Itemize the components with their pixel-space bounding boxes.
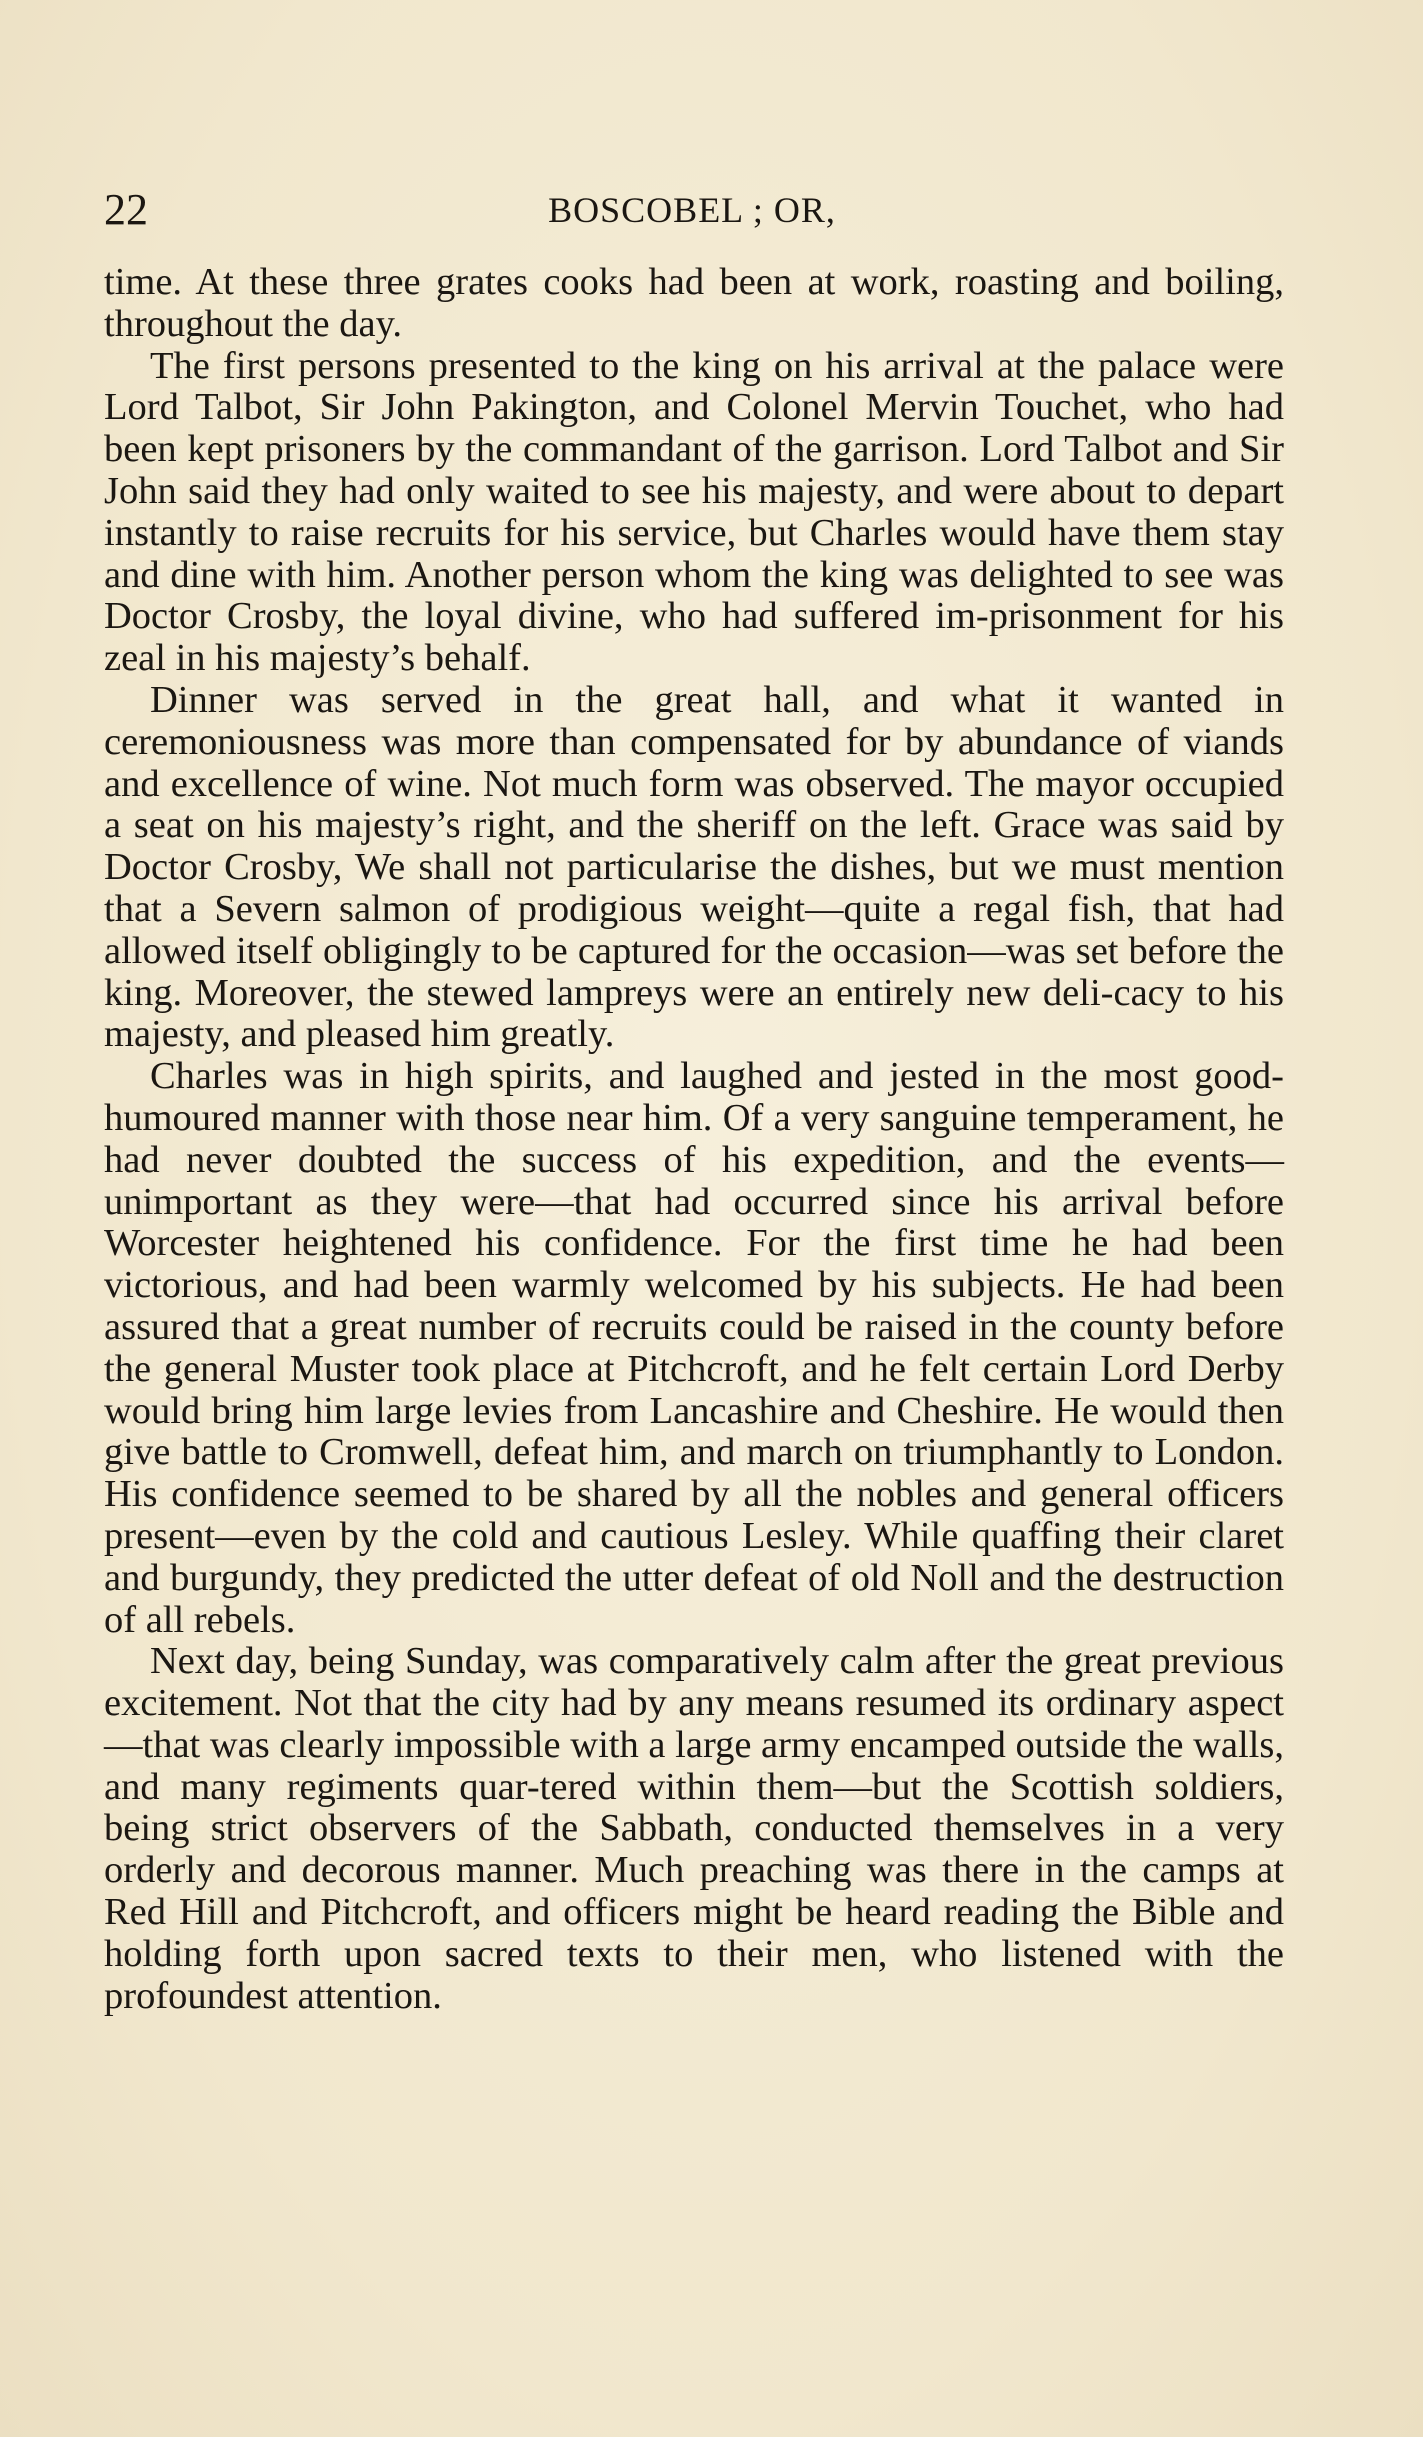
paragraph-3: Dinner was served in the great hall, and what it wanted in ceremoniousness was more than compensated for by abundance of viands and excellence of wine. Not much form was observed. The mayor occupied a seat on his majesty’s right, and the sheriff on the left. Grace was said by Doctor Crosby, We shall not particularise the dishes, but we must mention that a Severn salmon of prodigious weight—quite a regal fish, that had allowed itself obligingly to be captured for the occasion—was set before the king. Moreover, the stewed lampreys were an entirely new deli-cacy to his majesty, and pleased him greatly.: [104, 678, 1284, 1056]
running-title: BOSCOBEL ; OR,: [548, 190, 836, 230]
page-header: [104, 180, 1280, 240]
body-text: [104, 262, 1284, 2017]
paragraph-2: The first persons presented to the king on his arrival at the palace were Lord Talbot, Sir John Pakington, and Colonel Mervin Touchet, who had been kept prisoners by the commandant of the garrison. Lord Talbot and Sir John said they had only waited to see his majesty, and were about to depart instantly to raise recruits for his service, but Charles would have them stay and dine with him. Another person whom the king was delighted to see was Doctor Crosby, the loyal divine, who had suffered im-prisonment for his zeal in his majesty’s behalf.: [104, 344, 1284, 680]
page-number: 22: [104, 185, 148, 234]
paragraph-5: Next day, being Sunday, was comparatively calm after the great previous excitement. Not that the city had by any means resumed its ordinary aspect—that was clearly impossible with a large army encamped outside the walls, and many regiments quar-tered within them—but the Scottish soldiers, being strict observers of the Sabbath, conducted themselves in a very orderly and decorous manner. Much preaching was there in the camps at Red Hill and Pitchcroft, and officers might be heard reading the Bible and holding forth upon sacred texts to their men, who listened with the profoundest attention.: [104, 1640, 1284, 2017]
paragraph-1: time. At these three grates cooks had been at work, roasting and boiling, throughout the day.: [104, 261, 1284, 345]
paragraph-4: Charles was in high spirits, and laughed and jested in the most good-humoured manner with those near him. Of a very sanguine temperament, he had never doubted the success of his expedition, and the events—unimportant as they were—that had occurred since his arrival before Worcester heightened his confidence. For the first time he had been victorious, and had been warmly welcomed by his subjects. He had been assured that a great number of recruits could be raised in the county before the general Muster took place at Pitchcroft, and he felt certain Lord Derby would bring him large levies from Lancashire and Cheshire. He would then give battle to Cromwell, defeat him, and march on triumphantly to London. His confidence seemed to be shared by all the nobles and general officers present—even by the cold and cautious Lesley. While quaffing their claret and burgundy, they predicted the utter defeat of old Noll and the destruction of all rebels.: [104, 1055, 1284, 1641]
